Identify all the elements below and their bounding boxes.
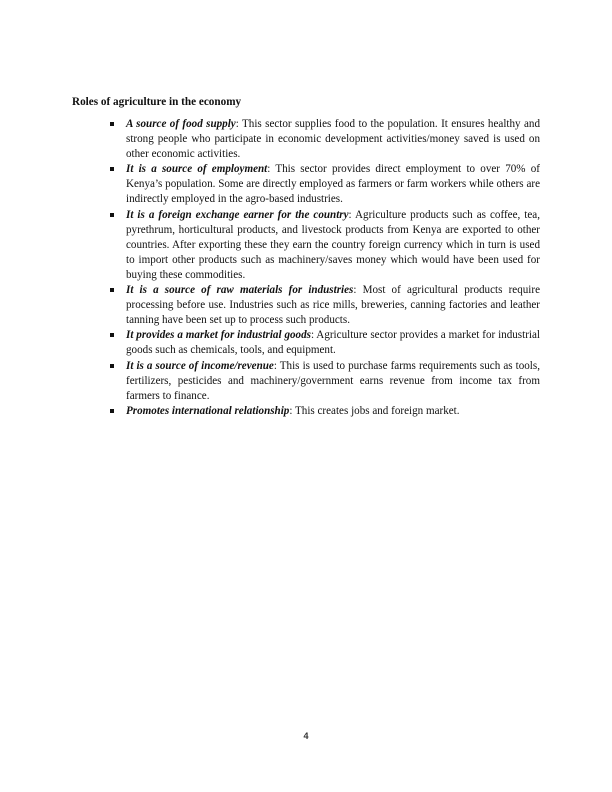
list-item — [110, 328, 540, 358]
square-bullet-icon — [110, 167, 114, 171]
item-term: It provides a market for industrial goods — [126, 329, 311, 342]
item-text: : This creates jobs and foreign market. — [289, 404, 460, 417]
item-term: A source of food supply — [126, 118, 236, 130]
item-term: It is a source of raw materials for industries — [126, 284, 354, 297]
item-term: It is a foreign exchange earner for the country — [126, 208, 349, 221]
square-bullet-icon — [110, 364, 114, 368]
square-bullet-icon — [110, 288, 114, 292]
square-bullet-icon — [110, 122, 114, 126]
roles-list — [110, 117, 540, 419]
list-item — [110, 162, 540, 207]
list-item — [110, 117, 540, 162]
item-text: : Agriculture products such as coffee, tea, pyrethrum, horticultural products, and livestock products from Kenya are exported to other countries. After exporting these they earn the country foreign currency which in turn is used to import other products such as machinery/saves money which would have been used for buying these commodities. — [126, 208, 540, 281]
section-heading: Roles of agriculture in the economy — [72, 96, 242, 108]
list-item — [110, 359, 540, 404]
item-text: : Most of agricultural products require processing before use. Industries such as rice mills, breweries, canning factories and leather tanning have been set up to process such products. — [126, 284, 540, 327]
square-bullet-icon — [110, 333, 114, 337]
item-term: It is a source of income/revenue — [126, 359, 274, 372]
item-text: : This sector provides direct employment to over 70% of Kenya’s population. Some are directly employed as farmers or farm workers while others are indirectly employed in the agro-based industries. — [126, 163, 540, 206]
item-text: : This is used to purchase farms requirements such as tools, fertilizers, pesticides and machinery/government earns revenue from income tax from farmers to finance. — [126, 359, 540, 402]
item-text: : Agriculture sector provides a market for industrial goods such as chemicals, tools, and equipment. — [126, 329, 540, 357]
list-item — [110, 283, 540, 328]
list-item — [110, 208, 540, 283]
square-bullet-icon — [110, 213, 114, 217]
list-item — [110, 404, 540, 419]
item-term: It is a source of employment — [126, 163, 268, 176]
item-term: Promotes international relationship — [126, 404, 290, 417]
item-text: : This sector supplies food to the population. It ensures healthy and strong people who participate in economic development activities/money saved is used on other economic activities. — [126, 118, 540, 161]
square-bullet-icon — [110, 409, 114, 413]
page-number: 4 — [303, 731, 309, 741]
